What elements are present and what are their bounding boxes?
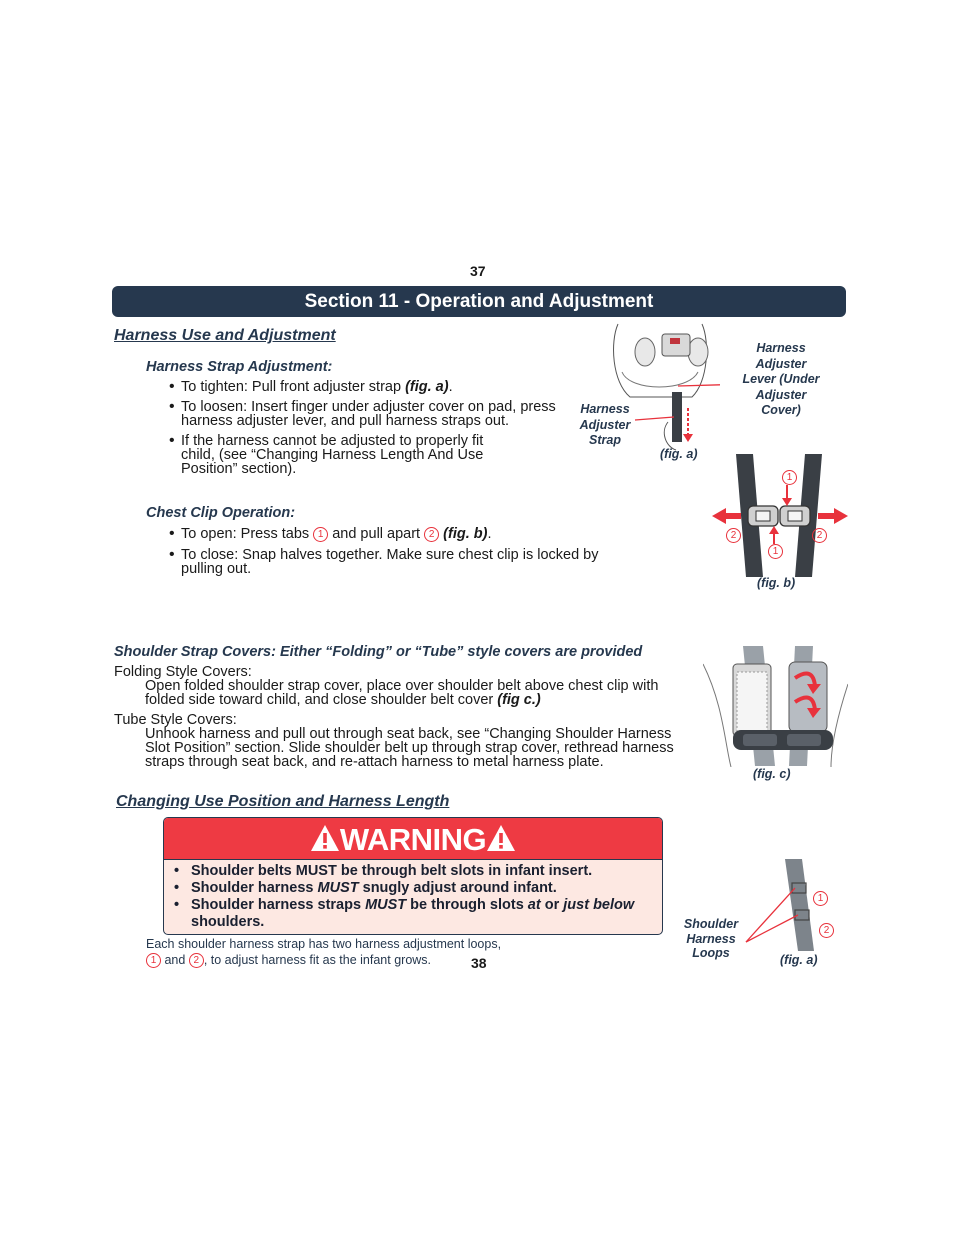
list-item: • To loosen: Insert finger under adjuster cover on pad, press harness adjuster lever, and pull harness straps out.	[169, 400, 559, 428]
harness-use-heading: Harness Use and Adjustment	[114, 327, 336, 344]
fig-a-label: (fig. a)	[660, 447, 698, 461]
callout-shoulder-harness-loops: Shoulder Harness Loops	[683, 917, 739, 960]
fig-a-marker-1: 1	[813, 891, 828, 906]
chest-clip-list	[169, 527, 629, 582]
list-item: • To close: Snap halves together. Make sure chest clip is locked by pulling out.	[169, 548, 629, 576]
tube-covers-title: Tube Style Covers:	[114, 712, 237, 728]
harness-loops-note: Each shoulder harness strap has two harness adjustment loops, 1 and 2 , to adjust harness fit as the infant grows.	[146, 937, 502, 967]
warning-list	[164, 863, 662, 931]
warning-header	[164, 818, 662, 860]
marker-2: 2	[189, 953, 204, 968]
callout-harness-adjuster-lever: Harness Adjuster Lever (Under Adjuster Cover)	[742, 341, 820, 417]
chest-clip-illustration	[708, 452, 850, 577]
warning-triangle-icon	[310, 823, 340, 853]
warning-title: WARNING	[339, 822, 487, 857]
page-number: 37	[470, 263, 486, 279]
fig-b-label: (fig. b)	[757, 576, 796, 590]
marker-1: 1	[313, 527, 328, 542]
changing-use-heading: Changing Use Position and Harness Length	[116, 793, 450, 810]
folding-covers-title: Folding Style Covers:	[114, 664, 252, 680]
warning-item: • Shoulder harness straps MUST be through slots at or just below shoulders.	[164, 897, 662, 931]
page-number: 38	[471, 955, 487, 971]
warning-triangle-icon	[486, 823, 516, 853]
fig-c-label: (fig. c)	[753, 767, 791, 781]
strap-adjustment-heading: Harness Strap Adjustment:	[146, 359, 333, 375]
section-title-banner: Section 11 - Operation and Adjustment	[112, 286, 846, 317]
strap-adjustment-list	[169, 380, 559, 482]
chest-clip-heading: Chest Clip Operation:	[146, 505, 296, 521]
strap-covers-heading: Shoulder Strap Covers: Either “Folding” or “Tube” style covers are provided	[114, 644, 643, 660]
warning-item: • Shoulder belts MUST be through belt slots in infant insert.	[164, 863, 662, 880]
fig-b-marker-1-top: 1	[782, 470, 797, 485]
list-item: • To open: Press tabs 1 and pull apart 2 (fig. b).	[169, 527, 629, 542]
fig-a-marker-2: 2	[819, 923, 834, 938]
fig-a-bottom-label: (fig. a)	[780, 953, 818, 967]
strap-cover-illustration	[703, 644, 848, 767]
folding-covers-text: Open folded shoulder strap cover, place over shoulder belt above chest clip with folded side toward child, and close shoulder belt cover (fig c.)	[145, 678, 659, 708]
warning-box	[163, 817, 663, 935]
marker-2: 2	[424, 527, 439, 542]
shoulder-harness-loops-illustration	[740, 855, 840, 955]
list-item: • To tighten: Pull front adjuster strap (fig. a).	[169, 380, 559, 394]
callout-harness-adjuster-strap: Harness Adjuster Strap	[579, 402, 631, 447]
marker-1: 1	[146, 953, 161, 968]
fig-b-marker-2-right: 2	[812, 528, 827, 543]
fig-b-marker-1-bottom: 1	[768, 544, 783, 559]
warning-item: • Shoulder harness MUST snugly adjust around infant.	[164, 880, 662, 897]
tube-covers-text: Unhook harness and pull out through seat back, see “Changing Shoulder Harness Slot Position” section. Slide shoulder belt up through strap cover, rethread harness straps through seat back, and re-attach harness to metal harness plate.	[145, 726, 674, 770]
list-item: • If the harness cannot be adjusted to properly fit child, (see “Changing Harness Length And Use Position” section).	[169, 434, 521, 476]
fig-b-marker-2-left: 2	[726, 528, 741, 543]
